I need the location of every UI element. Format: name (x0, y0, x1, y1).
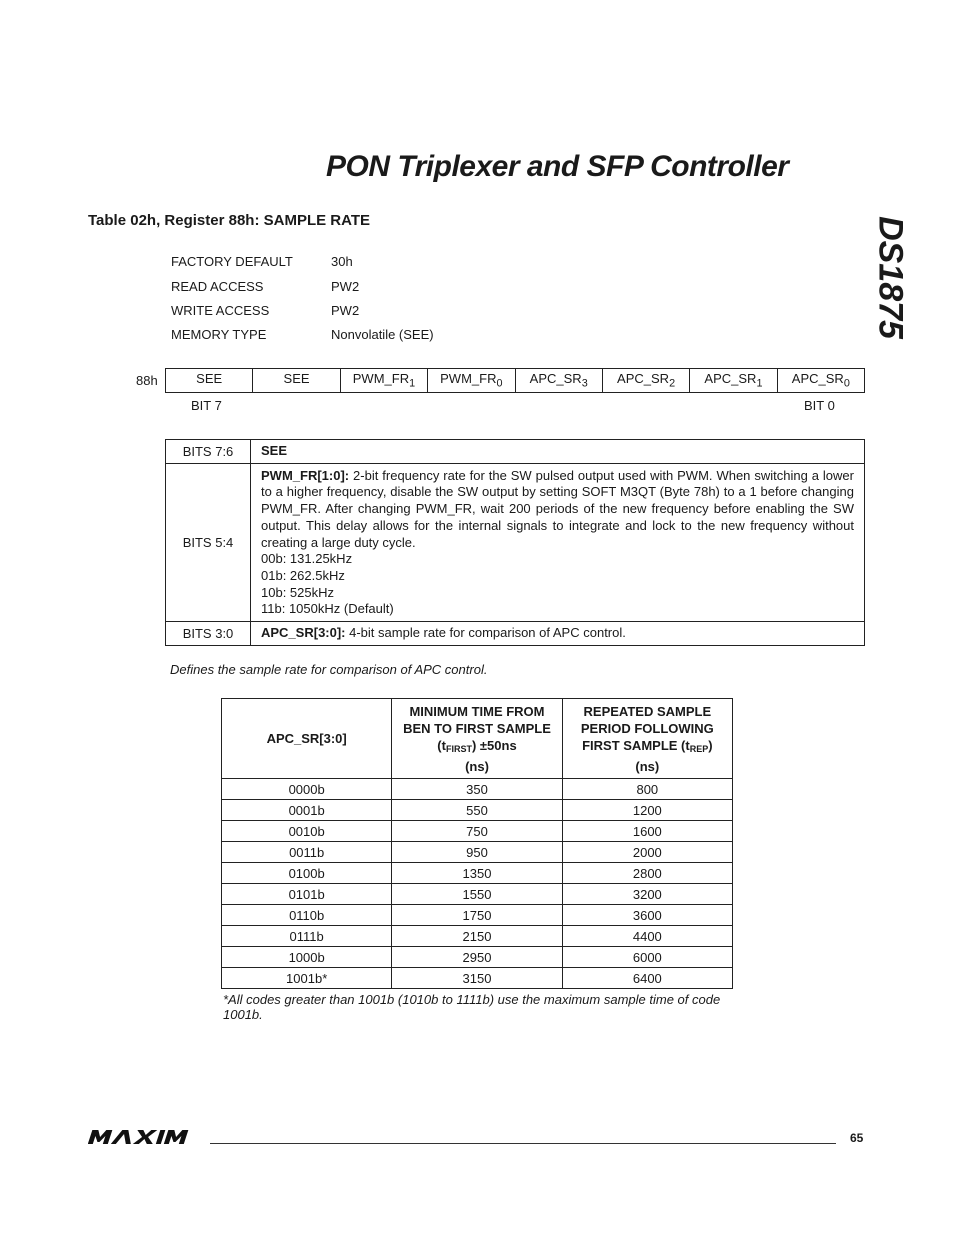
table-row (166, 463, 865, 621)
bit-cell: $APC\_SR_1$ (690, 369, 777, 393)
cell: 4400 (562, 926, 732, 947)
bit-cell: $APC\_SR_2$ (602, 369, 689, 393)
lsb-label: BIT 0 (804, 398, 835, 413)
option-line: 11b: 1050kHz (Default) (261, 601, 394, 617)
column-header: REPEATED SAMPLE PERIOD FOLLOWING FIRST SAMPLE $(t_{REP})$ (ns) (562, 699, 732, 779)
cell: 3150 (392, 968, 562, 989)
side-part-number: DS1875 (871, 216, 910, 339)
cell: 2800 (562, 863, 732, 884)
section-heading: Table 02h, Register 88h: SAMPLE RATE (88, 212, 371, 229)
page-number: 65 (850, 1131, 864, 1145)
cell: 0110b (222, 905, 392, 926)
option-line: 00b: 131.25kHz (261, 551, 353, 567)
property-label: WRITE ACCESS (171, 303, 270, 318)
cell: 0000b (222, 779, 392, 800)
column-header: APC_SR[3:0] (222, 699, 392, 779)
maxim-logo (88, 1128, 200, 1146)
table-header-row (222, 699, 733, 779)
cell: 1550 (392, 884, 562, 905)
bit-cell: $PWM\_FR_0$ (428, 369, 515, 393)
msb-label: BIT 7 (191, 398, 222, 413)
property-label: MEMORY TYPE (171, 327, 267, 342)
cell: 750 (392, 821, 562, 842)
table-row (166, 622, 865, 646)
cell: 1600 (562, 821, 732, 842)
cell: 2950 (392, 947, 562, 968)
bit-cell: SEE (253, 369, 340, 393)
bits-range: BITS 7:6 (166, 440, 251, 464)
column-header: MINIMUM TIME FROM BEN TO FIRST SAMPLE $(t_{FIRST}) \pm 50ns$ (ns) (392, 699, 562, 779)
cell: 1750 (392, 905, 562, 926)
cell: 0011b (222, 842, 392, 863)
cell: 1001b* (222, 968, 392, 989)
cell: 6400 (562, 968, 732, 989)
bit-description: PWM_FR[1:0]: 2-bit frequency rate for the SW pulsed output used with PWM. When switching a lower to a higher frequency, disable the SW output by setting SOFT M3QT (Byte 78h) to a 1 before changing PWM_FR. After changing PWM_FR, wait 200 periods of the new frequency before enabling the SW output. This delay allows for the internal signals to integrate and lock to the new frequency without creating a large duty cycle. 00b: 131.25kHz 01b: 262.5kHz 10b: 525kHz 11b: 1050kHz (Default) (251, 463, 865, 621)
cell: 2150 (392, 926, 562, 947)
cell: 350 (392, 779, 562, 800)
cell: 0111b (222, 926, 392, 947)
table-row (222, 842, 733, 863)
bits-range: BITS 3:0 (166, 622, 251, 646)
bit-cell: $PWM\_FR_1$ (340, 369, 427, 393)
register-address: 88h (136, 373, 158, 388)
option-line: 01b: 262.5kHz (261, 567, 345, 583)
table-note: Defines the sample rate for comparison of APC control. (170, 662, 488, 677)
cell: 1000b (222, 947, 392, 968)
table-row (222, 926, 733, 947)
property-label: READ ACCESS (171, 279, 264, 294)
cell: 550 (392, 800, 562, 821)
table-row (222, 968, 733, 989)
cell: 950 (392, 842, 562, 863)
cell: 6000 (562, 947, 732, 968)
bit-description: SEE (251, 440, 865, 464)
cell: 3200 (562, 884, 732, 905)
bit-description: APC_SR[3:0]: 4-bit sample rate for comparison of APC control. (251, 622, 865, 646)
page-title: PON Triplexer and SFP Controller (326, 150, 789, 183)
property-value: PW2 (331, 303, 360, 318)
bit-cell: $APC\_SR_3$ (515, 369, 602, 393)
bits-range: BITS 5:4 (166, 463, 251, 621)
table-row (222, 884, 733, 905)
property-value: 30h (331, 254, 353, 269)
cell: 0010b (222, 821, 392, 842)
table-row (166, 440, 865, 464)
option-line: 10b: 525kHz (261, 584, 334, 600)
table-row (222, 947, 733, 968)
cell: 3600 (562, 905, 732, 926)
sample-rate-table (221, 698, 733, 989)
table-row (222, 905, 733, 926)
cell: 1200 (562, 800, 732, 821)
bit-description-table (165, 439, 865, 646)
bit-cell: SEE (166, 369, 253, 393)
bit-cell: $APC\_SR_0$ (777, 369, 864, 393)
cell: 0101b (222, 884, 392, 905)
table-row (222, 800, 733, 821)
cell: 0100b (222, 863, 392, 884)
cell: 0001b (222, 800, 392, 821)
cell: 1350 (392, 863, 562, 884)
cell: 2000 (562, 842, 732, 863)
property-label: FACTORY DEFAULT (171, 254, 293, 269)
table-row (222, 863, 733, 884)
property-value: PW2 (331, 279, 360, 294)
property-value: Nonvolatile (SEE) (331, 327, 434, 342)
register-bit-map (165, 368, 865, 393)
table-row (222, 821, 733, 842)
cell: 800 (562, 779, 732, 800)
table-row (222, 779, 733, 800)
table-footnote: *All codes greater than 1001b (1010b to 1111b) use the maximum sample time of code 1001b. (223, 992, 721, 1022)
footer-rule (210, 1143, 836, 1144)
